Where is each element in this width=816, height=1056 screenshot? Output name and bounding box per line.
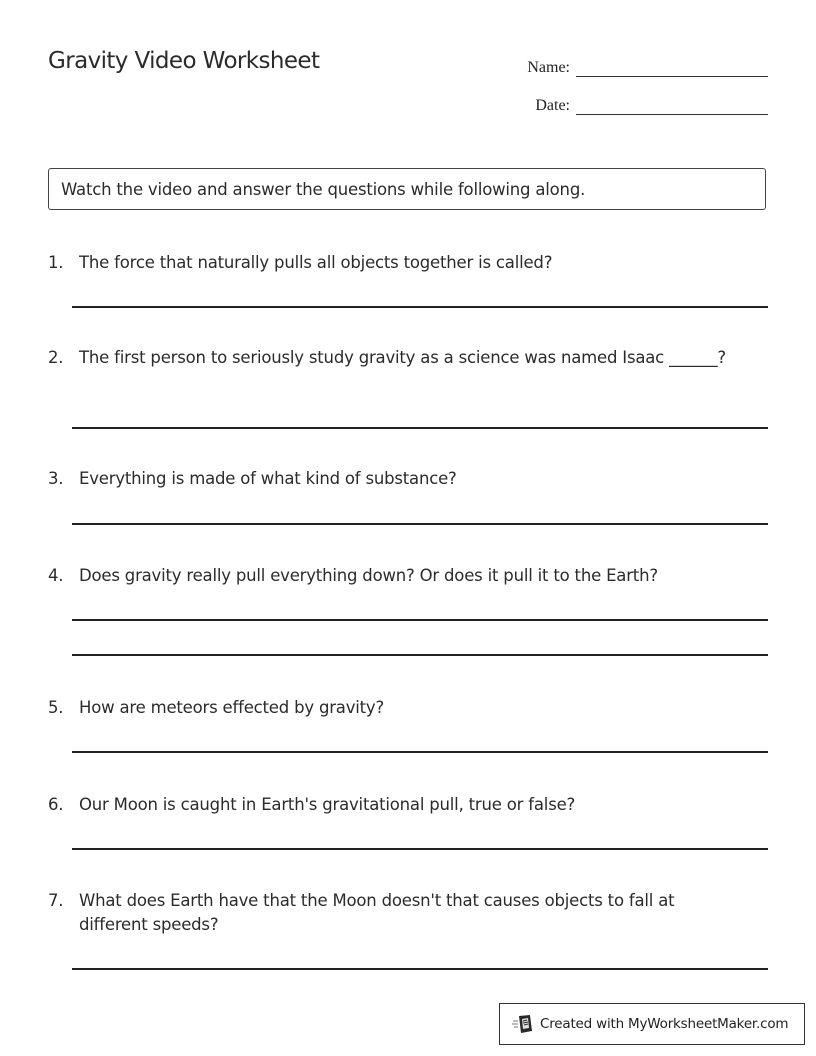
question-number: 7. xyxy=(48,891,64,910)
question-number: 3. xyxy=(48,469,64,488)
instructions-box: Watch the video and answer the questions while following along. xyxy=(48,168,766,210)
date-label: Date: xyxy=(535,97,570,114)
question-4 xyxy=(48,564,768,588)
question-2 xyxy=(48,346,768,370)
question-text: The force that naturally pulls all objects together is called? xyxy=(79,253,553,272)
page-title: Gravity Video Worksheet xyxy=(48,48,320,74)
created-with-label: Created with MyWorksheetMaker.com xyxy=(540,1016,789,1032)
question-5 xyxy=(48,696,768,720)
question-text: Does gravity really pull everything down? Or does it pull it to the Earth? xyxy=(79,566,658,585)
answer-line[interactable] xyxy=(72,848,768,850)
worksheet-maker-logo-icon xyxy=(512,1013,534,1035)
answer-line[interactable] xyxy=(72,654,768,656)
question-text: What does Earth have that the Moon doesn't that causes objects to fall at different speeds? xyxy=(79,891,675,934)
answer-line[interactable] xyxy=(72,306,768,308)
name-field[interactable] xyxy=(576,52,768,77)
date-field[interactable] xyxy=(576,90,768,115)
question-number: 4. xyxy=(48,566,64,585)
name-field-row xyxy=(510,52,768,77)
question-number: 1. xyxy=(48,253,64,272)
answer-line[interactable] xyxy=(72,427,768,429)
question-text: How are meteors effected by gravity? xyxy=(79,698,385,717)
question-6 xyxy=(48,793,768,817)
question-text: Our Moon is caught in Earth's gravitational pull, true or false? xyxy=(79,795,576,814)
answer-line[interactable] xyxy=(72,968,768,970)
answer-line[interactable] xyxy=(72,751,768,753)
name-label: Name: xyxy=(527,59,570,76)
question-text: Everything is made of what kind of substance? xyxy=(79,469,457,488)
created-with-badge[interactable] xyxy=(499,1003,805,1045)
question-7 xyxy=(48,889,768,937)
question-number: 2. xyxy=(48,348,64,367)
question-1 xyxy=(48,251,768,275)
date-field-row xyxy=(510,90,768,115)
question-text: The first person to seriously study gravity as a science was named Isaac ______? xyxy=(79,348,726,367)
question-number: 6. xyxy=(48,795,64,814)
answer-line[interactable] xyxy=(72,619,768,621)
answer-line[interactable] xyxy=(72,523,768,525)
question-3 xyxy=(48,467,768,491)
question-number: 5. xyxy=(48,698,64,717)
